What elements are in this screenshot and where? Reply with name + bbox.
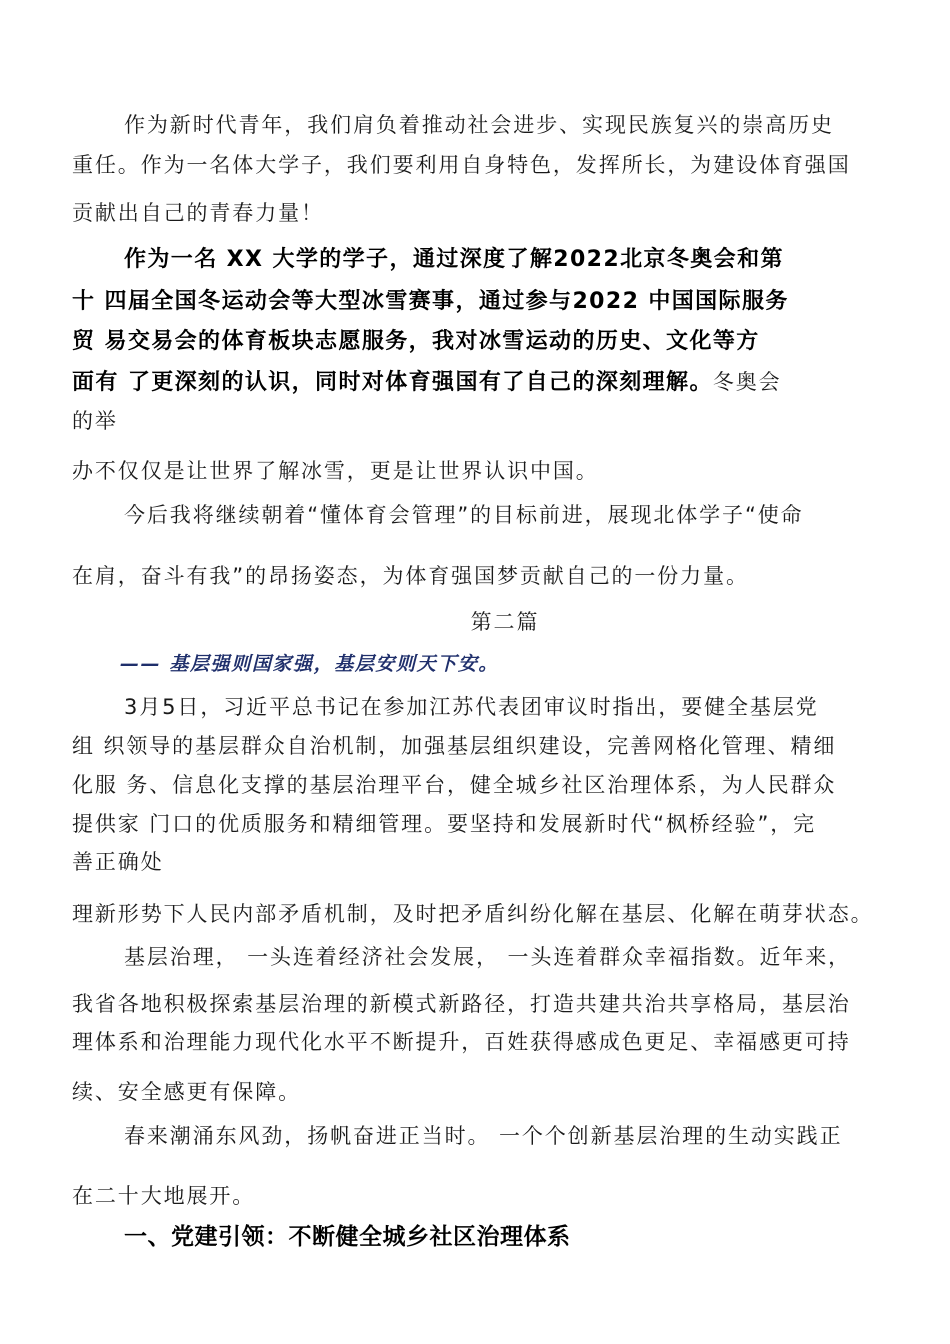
paragraph-line: 贡献出自己的青春力量！ <box>72 201 324 225</box>
paragraph-line: 春来潮涌东风劲，扬帆奋进正当时。 一个个创新基层治理的生动实践正 <box>124 1124 843 1148</box>
paragraph-line: 组 织领导的基层群众自治机制，加强基层组织建设，完善网格化管理、精细 <box>72 734 837 758</box>
bold-text: 面有 了更深刻的认识，同时对体育强国有了自己的深刻理解。 <box>72 370 713 395</box>
paragraph-line: 办不仅仅是让世界了解冰雪，更是让世界认识中国。 <box>72 459 599 483</box>
paragraph-line: 3月5日，习近平总书记在参加江苏代表团审议时指出，要健全基层党 <box>124 695 819 719</box>
paragraph-line: 理体系和治理能力现代化水平不断提升，百姓获得感成色更足、幸福感更可持 <box>72 1030 851 1054</box>
section-title: 第二篇 <box>470 610 540 634</box>
section-subtitle: —— 基层强则国家强，基层安则天下安。 <box>120 653 500 675</box>
paragraph-line: 化服 务、信息化支撑的基层治理平台，健全城乡社区治理体系，为人民群众 <box>72 773 837 797</box>
paragraph-line: 的举 <box>72 409 118 433</box>
paragraph-line: 理新形势下人民内部矛盾机制，及时把矛盾纠纷化解在基层、化解在萌芽状态。 <box>72 902 874 926</box>
regular-text: 冬奥会 <box>712 370 782 394</box>
paragraph-line: 作为新时代青年，我们肩负着推动社会进步、实现民族复兴的崇高历史 <box>124 113 834 137</box>
paragraph-line: 在二十大地展开。 <box>72 1184 256 1208</box>
bold-paragraph-line: 作为一名 XX 大学的学子，通过深度了解2022北京冬奥会和第 <box>124 247 784 272</box>
mixed-paragraph-line <box>72 367 782 398</box>
paragraph-line: 在肩，奋斗有我”的昂扬姿态，为体育强国梦贡献自己的一份力量。 <box>72 564 749 588</box>
bold-paragraph-line: 贸 易交易会的体育板块志愿服务，我对冰雪运动的历史、文化等方 <box>72 329 760 354</box>
section-heading: 一、党建引领：不断健全城乡社区治理体系 <box>124 1224 571 1250</box>
paragraph-line: 续、安全感更有保障。 <box>72 1080 301 1104</box>
paragraph-line: 提供家 门口的优质服务和精细管理。要坚持和发展新时代“枫桥经验”，完 <box>72 812 817 836</box>
bold-paragraph-line: 十 四届全国冬运动会等大型冰雪赛事，通过参与2022 中国国际服务 <box>72 289 789 314</box>
paragraph-line: 基层治理， 一头连着经济社会发展， 一头连着群众幸福指数。近年来， <box>124 945 852 969</box>
paragraph-line: 善正确处 <box>72 850 164 874</box>
paragraph-line: 重任。作为一名体大学子，我们要利用自身特色，发挥所长，为建设体育强国 <box>72 153 851 177</box>
paragraph-line: 我省各地积极探索基层治理的新模式新路径，打造共建共治共享格局，基层治 <box>72 992 851 1016</box>
paragraph-line: 今后我将继续朝着“懂体育会管理”的目标前进，展现北体学子“使命 <box>124 503 804 527</box>
